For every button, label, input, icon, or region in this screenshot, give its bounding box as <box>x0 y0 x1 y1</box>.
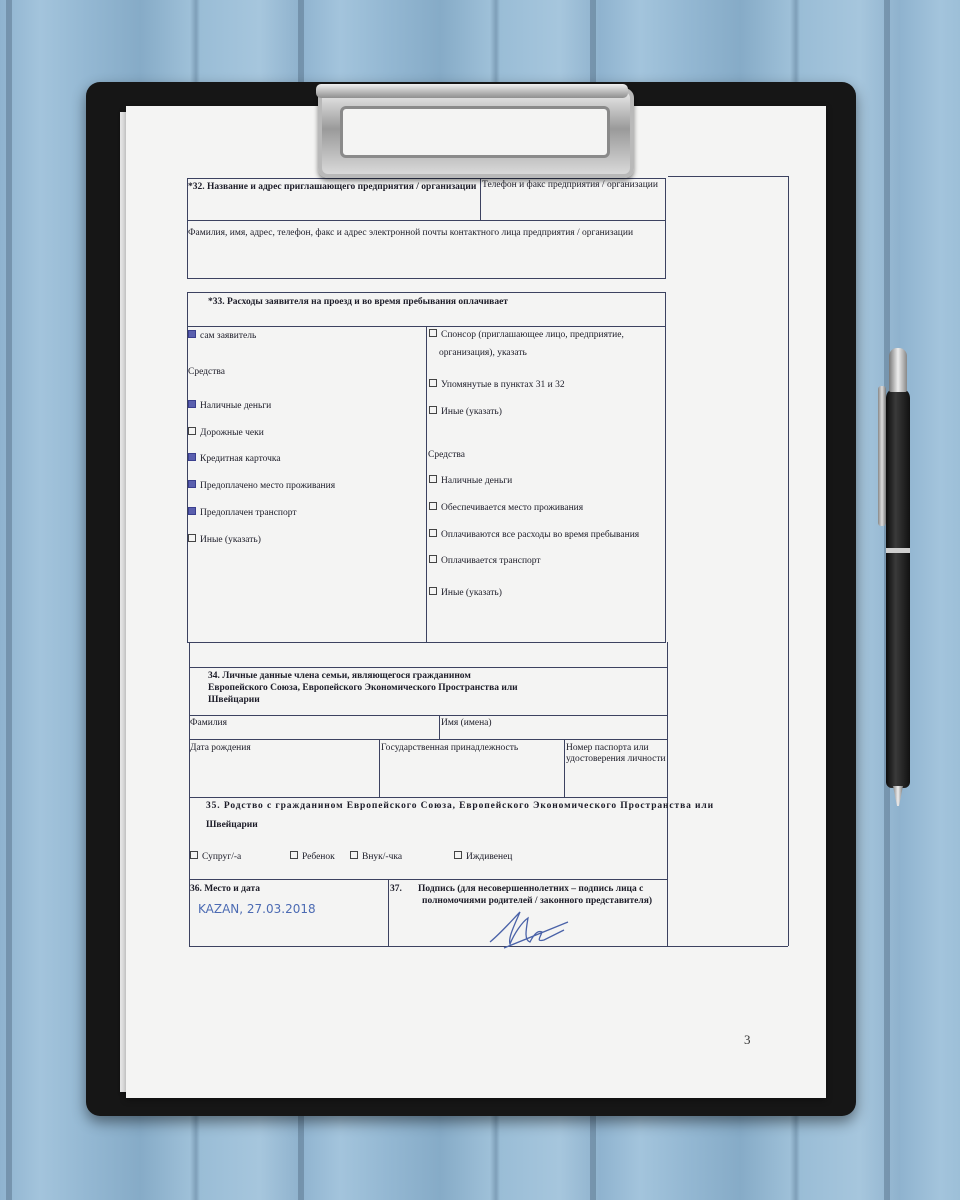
left-prepaid-accommodation-option[interactable]: Предоплачено место проживания <box>188 480 335 492</box>
section-35-title-line2: Швейцарии <box>206 820 258 830</box>
mentioned-option[interactable]: Упомянутые в пунктах 31 и 32 <box>429 379 565 391</box>
section-34-title-line2: Европейского Союза, Европейского Экономического Пространства или <box>208 683 518 693</box>
dob-label: Дата рождения <box>190 743 251 753</box>
nationality-label: Государственная принадлежность <box>381 743 519 753</box>
signature <box>484 904 570 954</box>
names-label: Имя (имена) <box>441 718 492 728</box>
right-accommodation-option[interactable]: Обеспечивается место проживания <box>429 502 583 514</box>
checkbox-checked-icon <box>188 480 196 488</box>
right-cash-option[interactable]: Наличные деньги <box>429 475 512 487</box>
section-34-title: 34. Личные данные члена семьи, являющегося гражданином <box>208 671 471 681</box>
checkbox-icon <box>429 587 437 595</box>
metal-clip <box>318 88 634 178</box>
self-payer-option[interactable]: сам заявитель <box>188 330 256 342</box>
checkbox-icon <box>429 555 437 563</box>
section-37-title-line2: полномочиями родителей / законного представителя) <box>422 896 653 906</box>
relation-dependant-option[interactable]: Иждивенец <box>454 851 512 863</box>
section-37-number: 37. <box>390 884 402 894</box>
section-32-contact-label: Фамилия, имя, адрес, телефон, факс и адрес электронной почты контактного лица предприятия / организации <box>188 228 634 238</box>
checkbox-icon <box>429 529 437 537</box>
right-other-option[interactable]: Иные (указать) <box>429 406 502 418</box>
sponsor-option[interactable]: Спонсор (приглашающее лицо, предприятие, <box>429 329 624 341</box>
right-transport-option[interactable]: Оплачивается транспорт <box>429 555 541 567</box>
section-34-title-line3: Швейцарии <box>208 695 260 705</box>
passport-label-line2: удостоверения личности <box>566 754 666 764</box>
left-credit-card-option[interactable]: Кредитная карточка <box>188 453 281 465</box>
checkbox-checked-icon <box>188 507 196 515</box>
section-32-phone-label: Телефон и факс предприятия / организации <box>482 180 658 190</box>
left-other-option[interactable]: Иные (указать) <box>188 534 261 546</box>
section-35-title: 35. Родство с гражданином Европейского Союза, Европейского Экономического Пространства или <box>206 801 715 811</box>
right-means-label: Средства <box>428 450 465 460</box>
checkbox-icon <box>290 851 298 859</box>
surname-label: Фамилия <box>190 718 228 728</box>
place-date-value: KAZAN, 27.03.2018 <box>198 902 316 916</box>
pen <box>880 348 916 808</box>
checkbox-icon <box>429 329 437 337</box>
left-prepaid-transport-option[interactable]: Предоплачен транспорт <box>188 507 297 519</box>
relation-spouse-option[interactable]: Супруг/-а <box>190 851 241 863</box>
section-36-title: 36. Место и дата <box>190 884 260 894</box>
checkbox-icon <box>188 427 196 435</box>
checkbox-icon <box>429 406 437 414</box>
right-other2-option[interactable]: Иные (указать) <box>429 587 502 599</box>
relation-grandchild-option[interactable]: Внук/-чка <box>350 851 402 863</box>
checkbox-icon <box>429 502 437 510</box>
checkbox-icon <box>454 851 462 859</box>
passport-label: Номер паспорта или <box>566 743 649 753</box>
checkbox-checked-icon <box>188 330 196 338</box>
wood-plank-gap <box>6 0 12 1200</box>
checkbox-checked-icon <box>188 400 196 408</box>
sponsor-option-line2: организация), указать <box>439 348 527 358</box>
checkbox-icon <box>429 475 437 483</box>
left-means-label: Средства <box>188 367 225 377</box>
section-37-title: Подпись (для несовершеннолетних – подпись лица с <box>418 884 644 894</box>
form-page <box>126 106 826 1098</box>
checkbox-checked-icon <box>188 453 196 461</box>
checkbox-icon <box>429 379 437 387</box>
section-32-title: *32. Название и адрес приглашающего предприятия / организации <box>188 182 477 192</box>
left-cash-option[interactable]: Наличные деньги <box>188 400 271 412</box>
right-all-expenses-option[interactable]: Оплачиваются все расходы во время пребывания <box>429 529 639 541</box>
checkbox-icon <box>190 851 198 859</box>
checkbox-icon <box>350 851 358 859</box>
checkbox-icon <box>188 534 196 542</box>
section-33-title: *33. Расходы заявителя на проезд и во время пребывания оплачивает <box>208 297 508 307</box>
relation-child-option[interactable]: Ребенок <box>290 851 335 863</box>
page-number: 3 <box>744 1032 751 1047</box>
left-travellers-cheques-option[interactable]: Дорожные чеки <box>188 427 264 439</box>
